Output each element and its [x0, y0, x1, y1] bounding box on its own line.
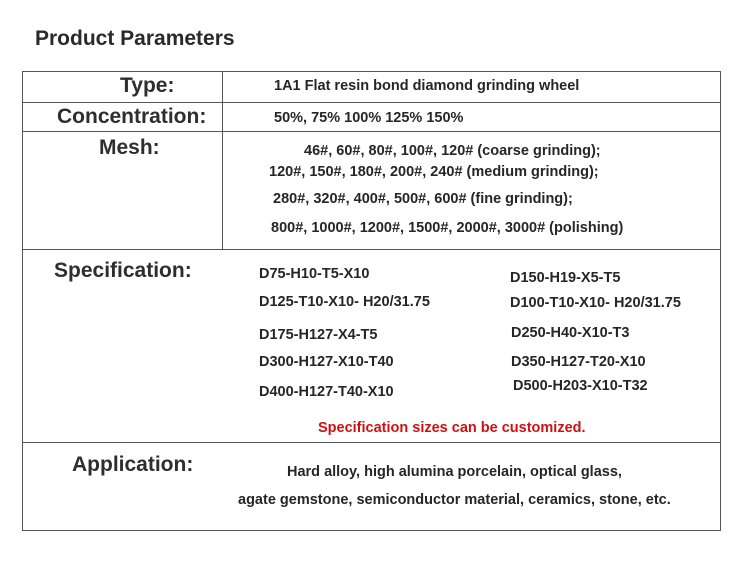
mesh-line: 46#, 60#, 80#, 100#, 120# (coarse grinding);: [304, 143, 601, 159]
application-line: agate gemstone, semiconductor material, ceramics, stone, etc.: [238, 492, 671, 508]
spec-item: D75-H10-T5-X10: [259, 266, 370, 282]
row-divider: [23, 249, 720, 250]
application-label: Application:: [72, 453, 194, 476]
specification-label: Specification:: [54, 259, 192, 282]
row-divider: [23, 442, 720, 443]
application-line: Hard alloy, high alumina porcelain, optical glass,: [287, 464, 622, 480]
column-divider: [222, 72, 223, 249]
spec-item: D400-H127-T40-X10: [259, 384, 394, 400]
row-divider: [23, 102, 720, 103]
row-divider: [23, 131, 720, 132]
customization-note: Specification sizes can be customized.: [318, 420, 586, 436]
concentration-value: 50%, 75% 100% 125% 150%: [274, 110, 464, 126]
spec-item: D300-H127-X10-T40: [259, 354, 394, 370]
mesh-line: 280#, 320#, 400#, 500#, 600# (fine grinding);: [273, 191, 573, 207]
spec-item: D250-H40-X10-T3: [511, 325, 630, 341]
spec-item: D350-H127-T20-X10: [511, 354, 646, 370]
parameters-table: [22, 71, 721, 531]
concentration-label: Concentration:: [57, 105, 207, 128]
page-title: Product Parameters: [35, 27, 235, 50]
type-label: Type:: [120, 74, 175, 97]
mesh-line: 800#, 1000#, 1200#, 1500#, 2000#, 3000# (polishing): [271, 220, 624, 236]
type-value: 1A1 Flat resin bond diamond grinding wheel: [274, 78, 580, 94]
spec-item: D125-T10-X10- H20/31.75: [259, 294, 430, 310]
spec-item: D500-H203-X10-T32: [513, 378, 648, 394]
spec-item: D100-T10-X10- H20/31.75: [510, 295, 681, 311]
spec-item: D150-H19-X5-T5: [510, 270, 621, 286]
spec-item: D175-H127-X4-T5: [259, 327, 378, 343]
mesh-line: 120#, 150#, 180#, 200#, 240# (medium grinding);: [269, 164, 599, 180]
mesh-label: Mesh:: [99, 136, 160, 159]
